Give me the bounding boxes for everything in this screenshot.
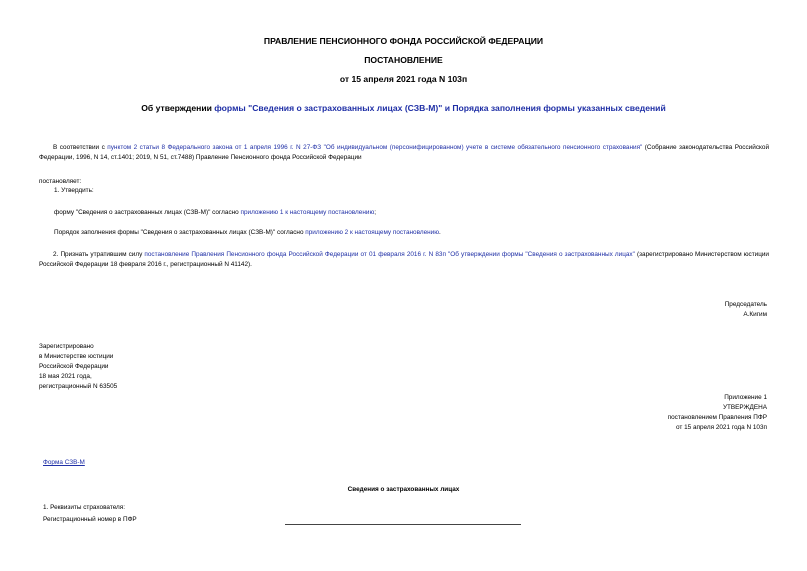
item-2-text-end: (зарегистрировано Министерством юстиции Российской Федерации 18 февраля 2016 г., регистрационный N 41142). xyxy=(39,251,769,268)
document-date-number: от 15 апреля 2021 года N 103п xyxy=(339,74,468,84)
appendix-2-link[interactable]: приложению 2 к настоящему постановлению xyxy=(305,229,440,236)
title-link[interactable]: формы "Сведения о застрахованных лицах (СЗВ-М)" и Порядка заполнения формы указанных сведений xyxy=(214,103,666,113)
registration-block xyxy=(39,342,117,392)
chairman-title: Председатель xyxy=(724,301,767,308)
preamble-paragraph xyxy=(39,143,769,163)
appendix-line: постановлением Правления ПФР xyxy=(667,414,767,421)
appendix-line: Приложение 1 xyxy=(724,394,767,401)
item-1a-end: ; xyxy=(374,209,377,216)
form-title: Сведения о застрахованных лицах xyxy=(347,486,460,493)
registration-line: в Министерстве юстиции xyxy=(39,353,114,360)
appendix-block xyxy=(668,393,767,433)
form-code-link-wrap xyxy=(43,458,85,468)
registration-line: 18 мая 2021 года, xyxy=(39,373,92,380)
registration-line: регистрационный N 63505 xyxy=(39,383,118,390)
reg-number-label: Регистрационный номер в ПФР xyxy=(43,516,137,523)
item-2-text-start: 2. Признать утратившим силу xyxy=(53,251,145,258)
reg-number-input-line[interactable] xyxy=(285,524,521,525)
preamble-text-end: (Собрание законодательства Российской Федерации, 1996, N 14, ст.1401; 2019, N 51, ст.7488) Правление Пенсионного фонда Российской Федерации xyxy=(39,144,770,161)
document-title xyxy=(0,103,807,113)
appendix-line: УТВЕРЖДЕНА xyxy=(722,404,767,411)
section-1-heading: 1. Реквизиты страхователя: xyxy=(43,504,126,511)
item-1b-text: Порядок заполнения формы "Сведения о застрахованных лицах (СЗВ-М)" согласно xyxy=(54,229,306,236)
preamble-text-start: В соответствии с xyxy=(53,144,108,151)
item-1a xyxy=(54,208,376,218)
item-1-heading: 1. Утвердить: xyxy=(54,187,94,194)
chairman-name: А.Кигим xyxy=(743,311,767,318)
item-2-paragraph xyxy=(39,250,769,270)
law-reference-link[interactable]: пунктом 2 статьи 8 Федерального закона от 1 апреля 1996 г. N 27-ФЗ "Об индивидуальном (персонифицированном) учете в системе обязательного пенсионного страхования" xyxy=(107,144,643,151)
item-1b-end: . xyxy=(439,229,441,236)
resolves-text: постановляет: xyxy=(39,178,82,185)
organization-heading: ПРАВЛЕНИЕ ПЕНСИОННОГО ФОНДА РОССИЙСКОЙ ФЕДЕРАЦИИ xyxy=(263,36,544,46)
item-1a-text: форму "Сведения о застрахованных лицах (СЗВ-М)" согласно xyxy=(54,209,241,216)
appendix-1-link[interactable]: приложению 1 к настоящему постановлению xyxy=(240,209,375,216)
registration-line: Российской Федерации xyxy=(39,363,109,370)
form-code-link[interactable]: Форма СЗВ-М xyxy=(43,459,85,466)
repealed-resolution-link[interactable]: постановление Правления Пенсионного фонда Российской Федерации от 01 февраля 2016 г. N 83п "Об утверждении формы "Сведения о застрахованных лицах" xyxy=(144,251,635,258)
registration-line: Зарегистрировано xyxy=(39,343,94,350)
item-1b xyxy=(54,228,441,238)
appendix-line: от 15 апреля 2021 года N 103п xyxy=(675,424,767,431)
title-prefix: Об утверждении xyxy=(141,103,215,113)
document-type: ПОСТАНОВЛЕНИЕ xyxy=(364,55,443,65)
